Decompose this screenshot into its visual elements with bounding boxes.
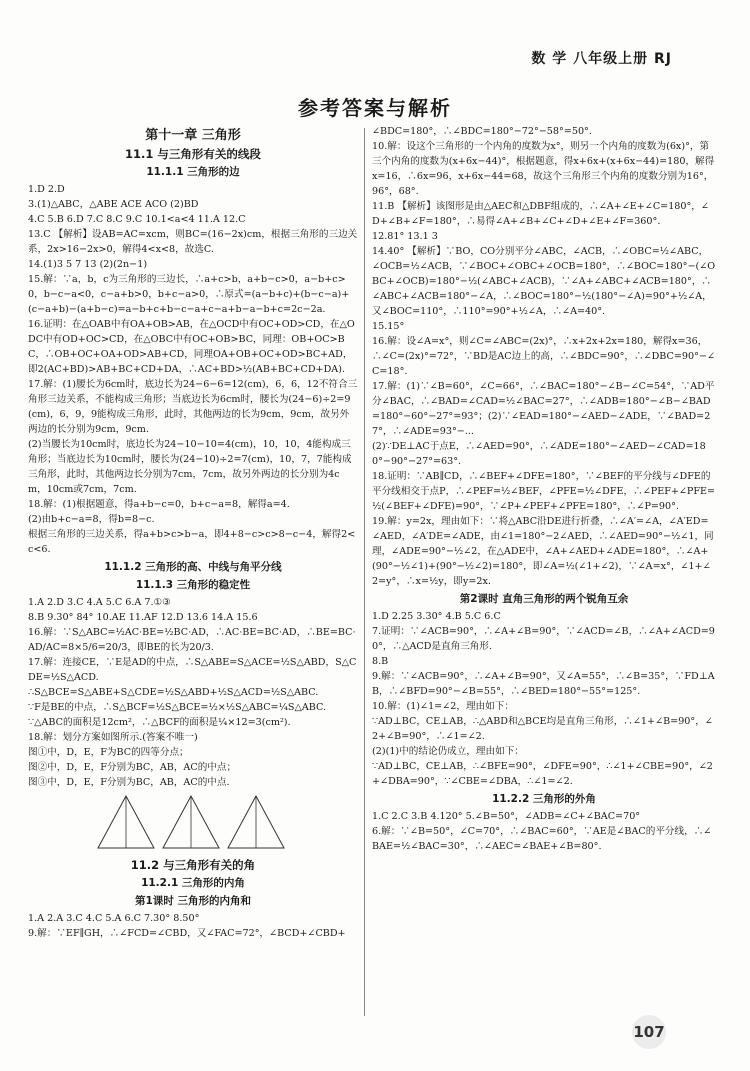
answer-line: ∵△ABC的面积是12cm²，∴△BCF的面积是¼×12=3(cm²). xyxy=(28,717,291,728)
answer-line: 12.81° 13.1 3 xyxy=(372,231,438,242)
answer-line: ∴S△BCE=S△ABE+S△CDE=½S△ABD+½S△ACD=½S△ABC. xyxy=(28,687,319,698)
answer-line: 17.解：(1)∵∠B=60°，∠C=66°，∴∠BAC=180°−∠B−∠C=54°，∵AD平分∠BAC，∴∠BAD=∠CAD=½∠BAC=27°，∴∠ADB=180°−∠B−∠BAD=180°−60°−27°=93°；(2)∵∠EAD=180°−∠AED−∠ADE，∵∠BAD=27°，∴∠ADE=93°−... xyxy=(372,381,715,437)
answer-line: 1.C 2.C 3.B 4.120° 5.∠B=50°，∠ADB=∠C+∠BAC=70° xyxy=(372,811,641,822)
answer-line: 10.解：(1)∠1=∠2，理由如下： xyxy=(372,701,514,712)
section-heading: 11.2 与三角形有关的角 xyxy=(130,858,256,872)
section-heading: 11.2.1 三角形的内角 xyxy=(141,877,245,889)
answer-line: 根据三角形的三边关系，得a+b>c>b−a，即4+8−c>c>8−c−4，解得2<c<6. xyxy=(28,529,356,555)
answer-line: 4.C 5.B 6.D 7.C 8.C 9.C 10.1<a<4 11.A 12.C xyxy=(28,214,246,225)
answer-line: ∵F是BE的中点，∴S△BCF=½S△BCE=½×½S△ABC=¼S△ABC. xyxy=(28,702,327,713)
answer-line: ∵AD⊥BC，CE⊥AB，∴△ABD和△BCE均是直角三角形，∴∠1+∠B=90°，∠2+∠B=90°，∴∠1=∠2. xyxy=(372,716,713,742)
answer-line: (2)当腰长为10cm时，底边长为24−10−10=4(cm)，10，10，4能构成三角形；当底边长为10cm时，腰长为(24−10)÷2=7(cm)，10，7，7能构成三角形，此时，其他两边长分别为7cm，7cm，故另外两边的长分别为4cm，10cm或7cm，7cm. xyxy=(28,439,352,495)
answer-line: 18.解：划分方案如图所示.(答案不唯一) xyxy=(28,732,198,743)
answer-line: 10.解：设这个三角形的一个内角的度数为x°，则另一个内角的度数为(6x)°，第三个内角的度数为(x+6x−44)°，根据题意，得x+6x+(x+6x−44)=180，解得x=16，∴6x=96，x+6x−44=68，故这个三角形三个内角的度数分别为16°，96°，68°. xyxy=(372,141,715,197)
answer-line: 1.A 2.D 3.C 4.A 5.C 6.A 7.①③ xyxy=(28,597,171,608)
answer-line: 8.B xyxy=(372,656,389,667)
answer-line: 1.D 2.D xyxy=(28,184,65,195)
answer-line: 6.解：∵∠B=50°，∠C=70°，∴∠BAC=60°，∵AE是∠BAC的平分线，∴∠BAE=½∠BAC=30°，∴∠AEC=∠BAE+∠B=80°. xyxy=(372,826,712,852)
figure-triangles xyxy=(88,792,358,854)
answer-line: 9.解：∵EF∥GH，∴∠FCD=∠CBD，又∠FAC=72°，∠BCD+∠CBD+ xyxy=(28,928,346,939)
answer-line: (2)∵DE⊥AC于点E，∴∠AED=90°，∴∠ADE=180°−∠AED−∠CAD=180°−90°−27°=63°. xyxy=(372,441,706,467)
triangle-figure xyxy=(88,792,288,852)
chapter-heading: 第十一章 三角形 xyxy=(145,128,241,143)
page-title: 参考答案与解析 xyxy=(298,96,452,120)
section-heading: 11.1.1 三角形的边 xyxy=(146,166,240,178)
answer-line: 13.C 【解析】设AB=AC=xcm，则BC=(16−2x)cm，根据三角形的三边关系，2x>16−2x>0，解得4<x<8，故选C. xyxy=(28,229,358,255)
answer-line: 1.D 2.25 3.30° 4.B 5.C 6.C xyxy=(372,611,501,622)
answer-line: 8.B 9.30° 84° 10.AE 11.AF 12.D 13.6 14.A 15.6 xyxy=(28,612,258,623)
page-number: 107 xyxy=(632,1015,666,1049)
page-header: 数 学 八年级上册 RJ xyxy=(531,51,672,67)
answer-line: 16.解：设∠A=x°，则∠C=∠ABC=(2x)°，∴x+2x+2x=180，解得x=36，∴∠C=(2x)°=72°，∵BD是AC边上的高，∴∠BDC=90°，∴∠DBC=90°−∠C=18°. xyxy=(372,336,715,377)
answer-line: 9.解：∵∠ACB=90°，∴∠A+∠B=90°，又∠A=55°，∴∠B=35°，∵FD⊥AB，∴∠BFD=90°−∠B=55°，∴∠BED=180°−55°=125°. xyxy=(372,671,715,697)
answer-line: 18.解：(1)根据题意，得a+b−c=0，b+c−a=8，解得a=4. xyxy=(28,499,290,510)
answer-line: 7.证明：∵∠ACB=90°，∴∠A+∠B=90°，∵∠ACD=∠B，∴∠A+∠ACD=90°，∴△ACD是直角三角形. xyxy=(372,626,715,652)
answer-line: 19.解：y=2x，理由如下：∵将△ABC沿DE进行折叠，∴∠A′=∠A，∠A′ED=∠AED，∠A′DE=∠ADE，由∠1=180°−2∠AED，∴∠AED=90°−½∠1，同理，∠ADE=90°−½∠2，在△ADE中，∠A+∠AED+∠ADE=180°，∴∠A+(90°−½∠1)+(90°−½∠2)=180°，即∠A=½(∠1+∠2)，∵∠A=x°，∠1+∠2=y°，∴x=½y，即y=2x. xyxy=(372,516,714,587)
answer-line: 图①中，D，E，F为BC的四等分点； xyxy=(28,747,189,758)
column-divider xyxy=(364,128,365,1016)
answer-line: 图②中，D，E，F分别为BC，AB，AC的中点； xyxy=(28,762,237,773)
answer-line: 14.(1)3 5 7 13 (2)(2n−1) xyxy=(28,259,148,270)
answer-line: 1.A 2.A 3.C 4.C 5.A 6.C 7.30° 8.50° xyxy=(28,913,200,924)
answer-line: (2)由b+c−a=8，得b=8−c. xyxy=(28,514,155,525)
answer-line: ∵AD⊥BC，CE⊥AB，∴∠BFE=90°，∠DFE=90°，∴∠1+∠CBE=90°，∠2+∠DBA=90°，∵∠CBE=∠DBA，∴∠1=∠2. xyxy=(372,761,713,787)
left-column xyxy=(28,124,358,1031)
answer-line: 16.解：∵S△ABC=½AC·BE=½BC·AD，∴AC·BE=BC·AD，∴BE=BC·AD/AC=8×5/6=20/3，即BE的长为20/3. xyxy=(28,627,356,653)
answer-line: 15.15° xyxy=(372,321,405,332)
answer-line: 14.40° 【解析】∵BO，CO分别平分∠ABC，∠ACB，∴∠OBC=½∠ABC，∠OCB=½∠ACB，∵∠BOC+∠OBC+∠OCB=180°，∴∠BOC=180°−(∠OBC+∠OCB)=180°−½(∠ABC+∠ACB)，∵∠A+∠ABC+∠ACB=180°，∴∠ABC+∠ACB=180°−∠A，∴∠BOC=180°−½(180°−∠A)=90°+½∠A，又∠BOC=110°，∴110°=90°+½∠A，∴∠A=40°. xyxy=(372,246,716,317)
section-heading: 第1课时 三角形的内角和 xyxy=(135,895,251,907)
answer-line: 15.解：∵a，b，c为三角形的三边长，∴a+c>b，a+b−c>0，a−b+c>0，b−c−a<0，c−a+b>0，b+c−a>0，∴原式=(a−b+c)+(b−c−a)+(c−a+b)−(a+b−c)=a−b+c+b−c−a+c−a+b−a−b+c=2c−2a. xyxy=(28,274,350,315)
answer-line: 18.证明：∵AB∥CD，∴∠BEF+∠DFE=180°，∵∠BEF的平分线与∠DFE的平分线相交于点P，∴∠PEF=½∠BEF，∠PFE=½∠DFE，∴∠PEF+∠PFE=½(∠BEF+∠DFE)=90°，∵∠P+∠PEF+∠PFE=180°，∴∠P=90°. xyxy=(372,471,716,512)
section-heading: 11.2.2 三角形的外角 xyxy=(492,793,596,805)
section-heading: 第2课时 直角三角形的两个锐角互余 xyxy=(459,593,629,605)
section-heading: 11.1.3 三角形的稳定性 xyxy=(135,579,251,591)
section-heading: 11.1 与三角形有关的线段 xyxy=(125,147,261,161)
answer-line: (2)(1)中的结论仍成立，理由如下： xyxy=(372,746,524,757)
answer-line: 图③中，D，E，F分别为BC，AB，AC的中点. xyxy=(28,777,230,788)
answer-line: 16.证明：在△OAB中有OA+OB>AB，在△OCD中有OC+OD>CD，在△ODC中有OD+OC>CD，在△OBC中有OC+OB>BC，同理：OB+OC>BC，∴OB+OC+OA+OD>AB+CD，同理OA+OB+OC+OD>BC+AD，即2(AC+BD)>AB+BC+CD+DA，∴AC+BD>½(AB+BC+CD+DA). xyxy=(28,319,355,375)
right-column xyxy=(372,124,716,1031)
answer-line: 3.(1)△ABC，△ABE ACE ACO (2)BD xyxy=(28,199,199,210)
answer-line: 17.解：连接CE，∵E是AD的中点，∴S△ABE=S△ACE=½S△ABD，S△CDE=½S△ACD. xyxy=(28,657,357,683)
answer-line: 11.B 【解析】该图形是由△AEC和△DBF组成的，∴∠A+∠E+∠C=180°，∠D+∠B+∠F=180°，∴易得∠A+∠B+∠C+∠D+∠E+∠F=360°. xyxy=(372,201,709,227)
section-heading: 11.1.2 三角形的高、中线与角平分线 xyxy=(104,561,282,573)
answer-line: ∠BDC=180°，∴∠BDC=180°−72°−58°=50°. xyxy=(372,126,592,137)
answer-line: 17.解：(1)腰长为6cm时，底边长为24−6−6=12(cm)，6，6，12不符合三角形三边关系，不能构成三角形；当底边长为6cm时，腰长为(24−6)÷2=9(cm)，6，9，9能构成三角形，此时，其他两边的长为9cm，9cm，故另外两边的长分别为9cm，9cm. xyxy=(28,379,358,435)
